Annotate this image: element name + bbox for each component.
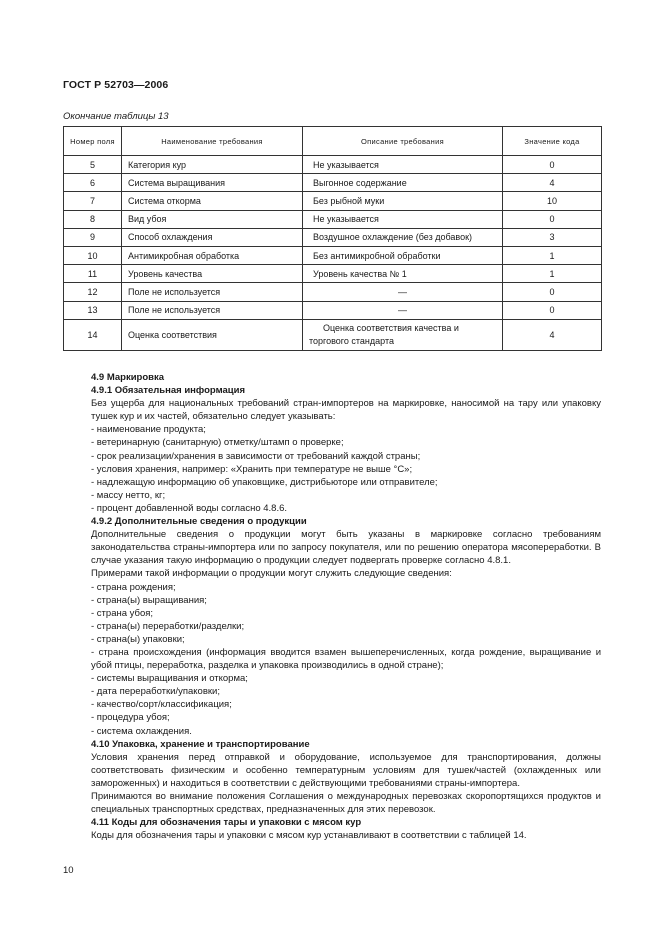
cell-description: Без рыбной муки — [303, 192, 503, 210]
list-item: - страна(ы) выращивания; — [91, 594, 207, 606]
table-row — [64, 174, 602, 192]
document-header: ГОСТ Р 52703—2006 — [63, 79, 169, 91]
cell-code: 0 — [503, 283, 602, 301]
list-item: - дата переработки/упаковки; — [91, 686, 220, 698]
cell-code: 1 — [503, 246, 602, 264]
subsection-heading: 4.9.1 Обязательная информация — [91, 385, 245, 397]
paragraph: Коды для обозначения тары и упаковки с мясом кур устанавливают в соответствии с таблицей 14. — [91, 830, 527, 842]
col-header-name: Наименование требования — [122, 127, 303, 156]
col-header-code: Значение кода — [503, 127, 602, 156]
table-row — [64, 301, 602, 319]
table-row — [64, 246, 602, 264]
cell-name: Поле не используется — [122, 301, 303, 319]
paragraph: Дополнительные сведения о продукции могут быть указаны в маркировке согласно требованиям законодательства страны-импортера или по запросу покупателя, или по решению оператора мясопереработки. В случае указания такую информацию о продукции следует подвергать проверке согласно 4.8.1. — [91, 529, 601, 567]
cell-code: 0 — [503, 210, 602, 228]
list-item: - качество/сорт/классификация; — [91, 699, 232, 711]
cell-description: — — [303, 283, 503, 301]
cell-description: Не указывается — [303, 156, 503, 174]
list-item: - наименование продукта; — [91, 424, 206, 436]
list-item: - процедура убоя; — [91, 712, 170, 724]
table-row — [64, 319, 602, 350]
cell-name: Категория кур — [122, 156, 303, 174]
cell-number: 7 — [64, 192, 122, 210]
col-header-description: Описание требования — [303, 127, 503, 156]
cell-description: Не указывается — [303, 210, 503, 228]
cell-code: 3 — [503, 228, 602, 246]
list-item: - страна(ы) упаковки; — [91, 633, 185, 645]
cell-number: 14 — [64, 319, 122, 350]
document-body — [63, 371, 601, 842]
list-item: - надлежащую информацию об упаковщике, дистрибьюторе или отправителе; — [91, 476, 438, 488]
cell-code: 0 — [503, 156, 602, 174]
list-item: - массу нетто, кг; — [91, 489, 166, 501]
cell-number: 13 — [64, 301, 122, 319]
cell-number: 10 — [64, 246, 122, 264]
table-header-row — [64, 127, 602, 156]
cell-name: Способ охлаждения — [122, 228, 303, 246]
cell-code: 4 — [503, 319, 602, 350]
paragraph: Примерами такой информации о продукции могут служить следующие сведения: — [91, 568, 452, 580]
col-header-number: Номер поля — [64, 127, 122, 156]
section-heading: 4.9 Маркировка — [91, 372, 165, 383]
table-row — [64, 283, 602, 301]
list-item: - ветеринарную (санитарную) отметку/штамп о проверке; — [91, 437, 344, 449]
cell-number: 12 — [64, 283, 122, 301]
table-row — [64, 192, 602, 210]
cell-description: — — [303, 301, 503, 319]
cell-name: Уровень качества — [122, 265, 303, 283]
paragraph: Условия хранения перед отправкой и оборудование, используемое для транспортирования, должны соответствовать физическим и особенно температурным условиям для тушек/частей (охлажденных или замороженных) и находиться в соответствии с действующими требованиями страны-импортера. — [91, 751, 601, 789]
cell-name: Оценка соответствия — [122, 319, 303, 350]
cell-number: 11 — [64, 265, 122, 283]
cell-name: Поле не используется — [122, 283, 303, 301]
cell-name: Система откорма — [122, 192, 303, 210]
cell-code: 1 — [503, 265, 602, 283]
list-item: - условия хранения, например: «Хранить при температуре не выше °С»; — [91, 463, 413, 475]
table-row — [64, 156, 602, 174]
cell-number: 5 — [64, 156, 122, 174]
cell-description: Выгонное содержание — [303, 174, 503, 192]
cell-description: Оценка соответствия качества и торгового стандарта — [303, 319, 503, 350]
cell-number: 9 — [64, 228, 122, 246]
section-heading: 4.10 Упаковка, хранение и транспортирование — [91, 738, 310, 750]
list-item: - системы выращивания и откорма; — [91, 673, 248, 685]
cell-code: 0 — [503, 301, 602, 319]
table-row — [64, 228, 602, 246]
cell-code: 4 — [503, 174, 602, 192]
cell-name: Система выращивания — [122, 174, 303, 192]
table-row — [64, 265, 602, 283]
paragraph: Принимаются во внимание положения Соглашения о международных перевозках скоропортящихся продуктов и специальных транспортных средствах, предназначенных для этих перевозок. — [91, 791, 601, 816]
list-item: - срок реализации/хранения в зависимости от требований каждой страны; — [91, 450, 421, 462]
list-item: - страна рождения; — [91, 581, 176, 593]
paragraph: Без ущерба для национальных требований стран-импортеров на маркировке, наносимой на тару или упаковку тушек кур и их частей, обязательно следует указывать: — [91, 398, 601, 423]
table-row — [64, 210, 602, 228]
cell-name: Антимикробная обработка — [122, 246, 303, 264]
list-item: - страна происхождения (информация вводится взамен вышеперечисленных, когда рождение, выращивание и убой птицы, переработка, разделка и упаковка производились в одной стране); — [91, 646, 601, 672]
list-item: - система охлаждения. — [91, 725, 192, 737]
list-item: - страна убоя; — [91, 607, 154, 619]
page-number: 10 — [63, 865, 74, 876]
cell-number: 8 — [64, 210, 122, 228]
cell-name: Вид убоя — [122, 210, 303, 228]
list-item: - процент добавленной воды согласно 4.8.6. — [91, 502, 288, 514]
list-item: - страна(ы) переработки/разделки; — [91, 620, 245, 632]
table-13 — [63, 126, 602, 351]
cell-description: Уровень качества № 1 — [303, 265, 503, 283]
cell-description: Без антимикробной обработки — [303, 246, 503, 264]
cell-description: Воздушное охлаждение (без добавок) — [303, 228, 503, 246]
cell-number: 6 — [64, 174, 122, 192]
table-caption: Окончание таблицы 13 — [63, 111, 169, 122]
subsection-heading: 4.9.2 Дополнительные сведения о продукции — [91, 516, 307, 528]
section-heading: 4.11 Коды для обозначения тары и упаковки с мясом кур — [91, 817, 362, 829]
cell-code: 10 — [503, 192, 602, 210]
